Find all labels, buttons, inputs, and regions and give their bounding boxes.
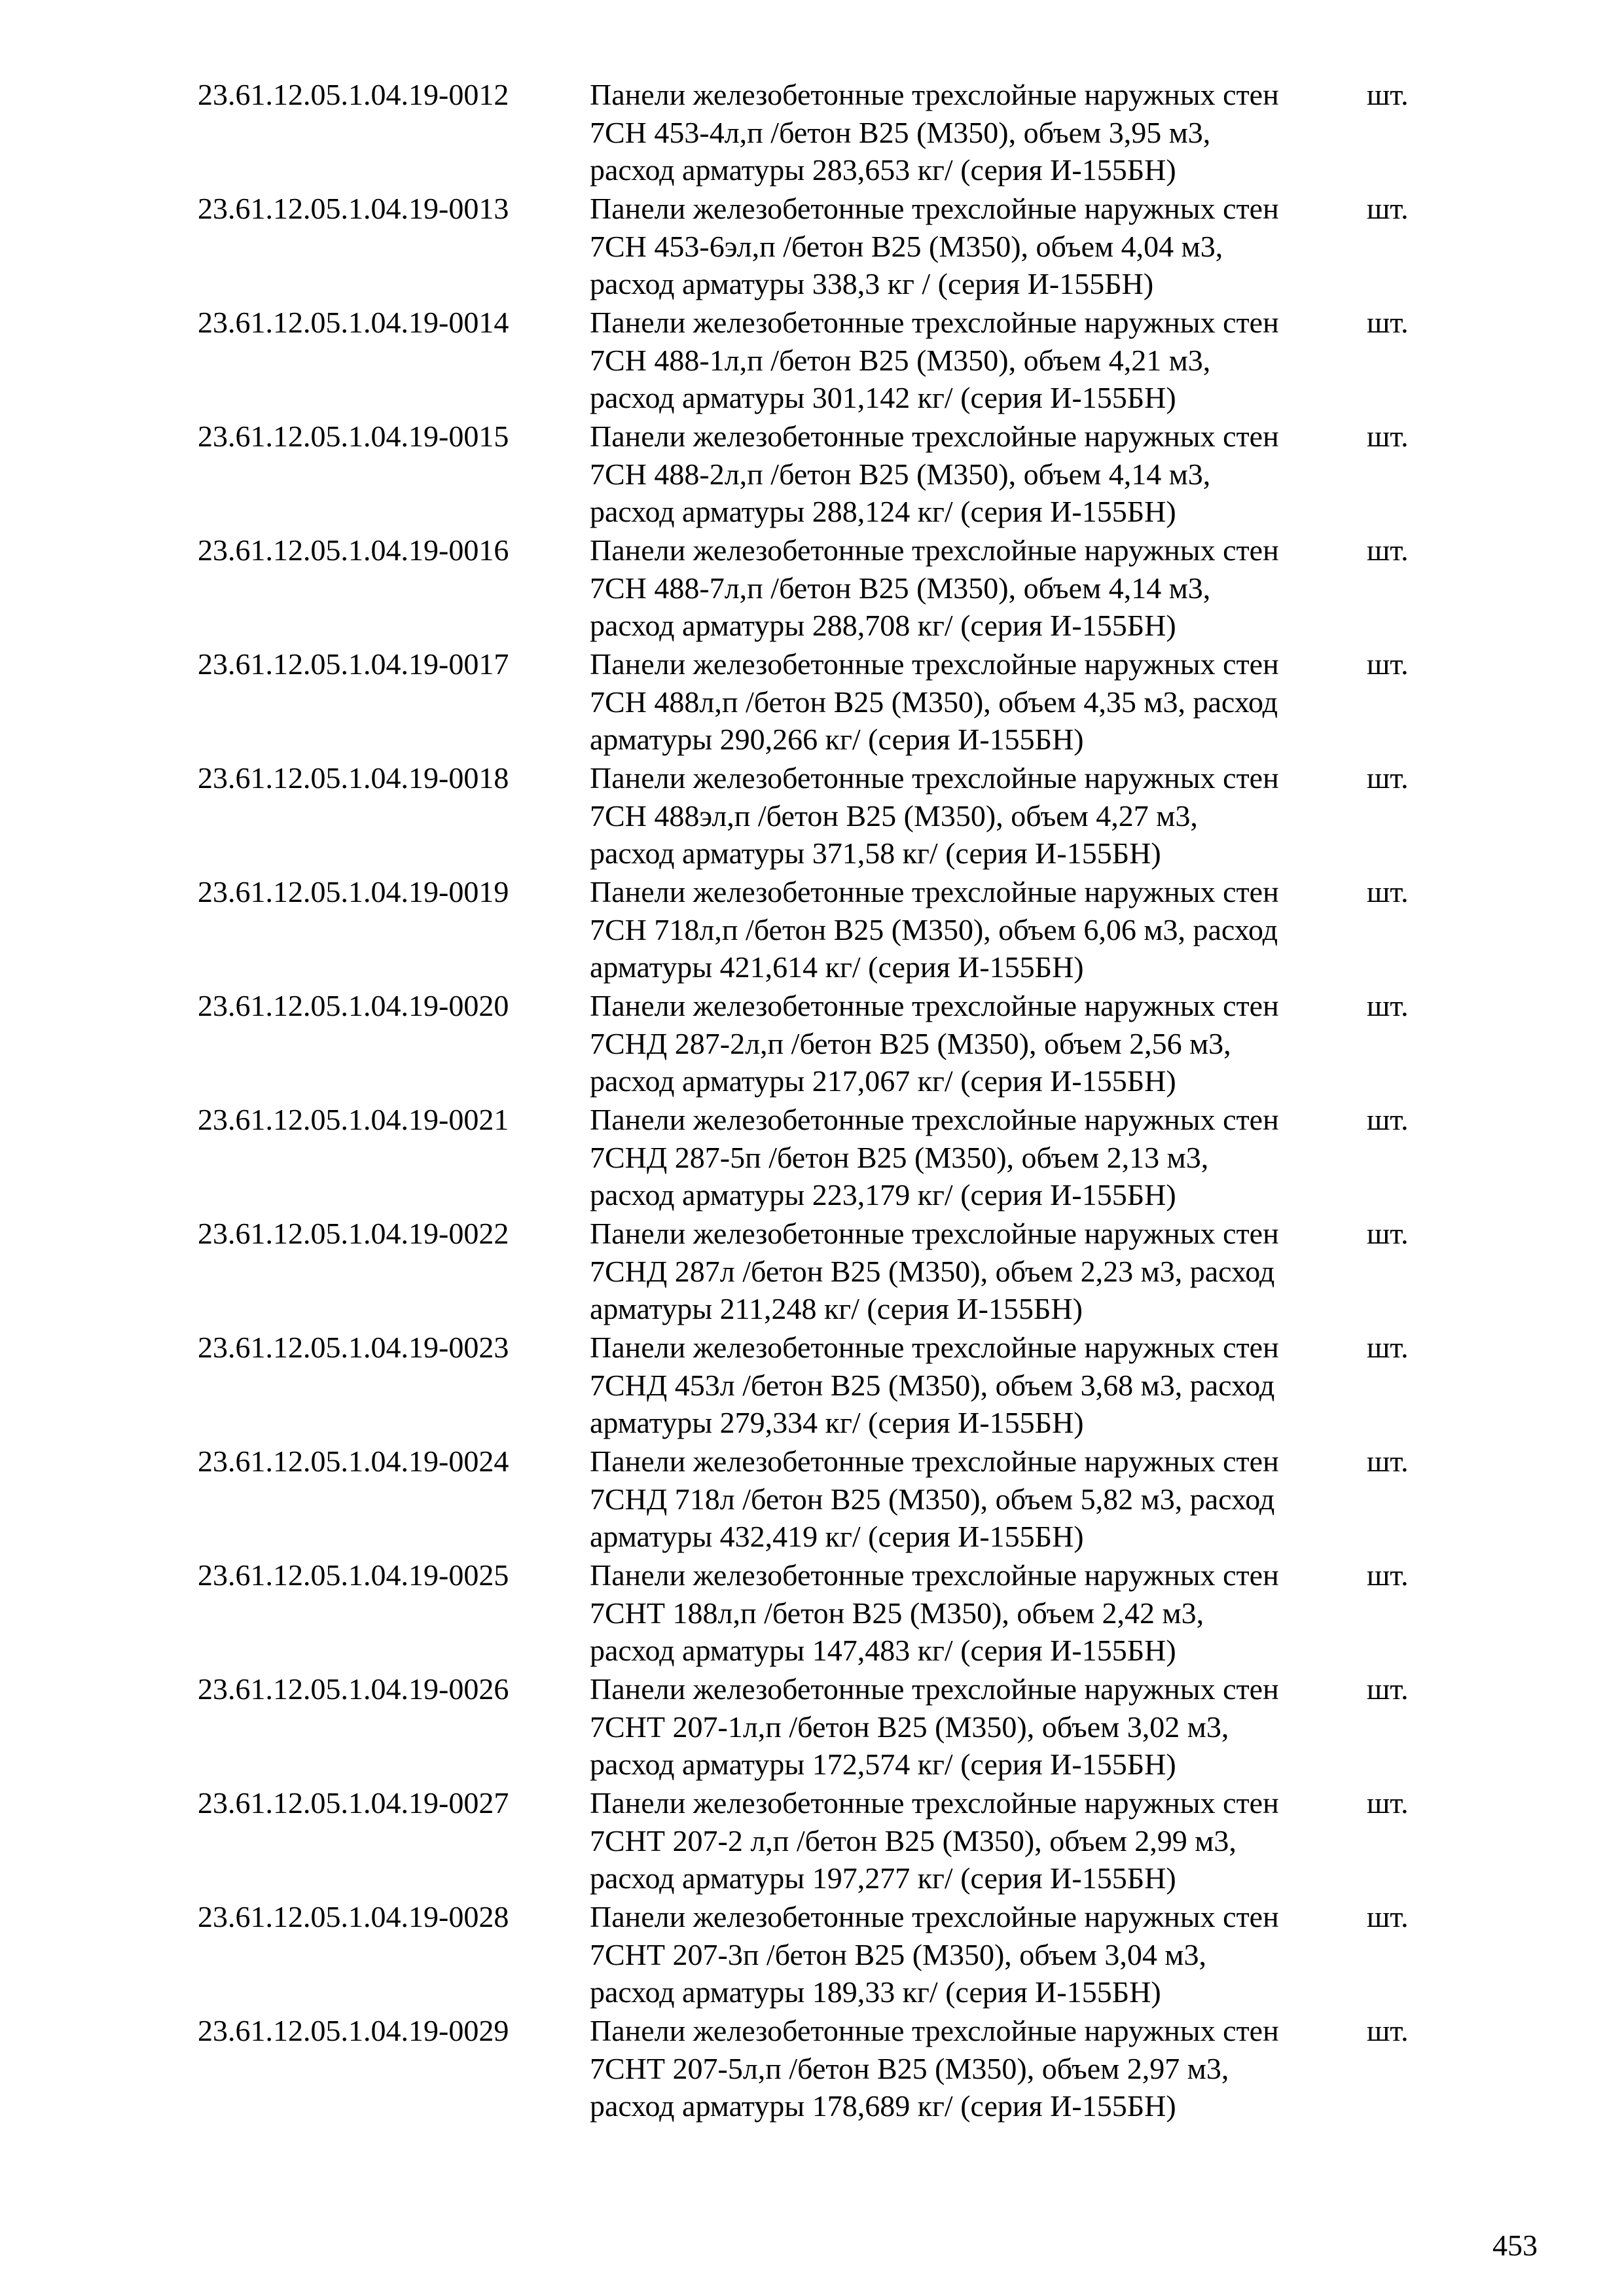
- item-description-line: 7СНД 287л /бетон В25 (М350), объем 2,23 м3, расход: [590, 1254, 1275, 1288]
- item-description: [590, 76, 1336, 189]
- item-code: 23.61.12.05.1.04.19-0027: [198, 1786, 509, 1820]
- item-unit: шт.: [1367, 1558, 1409, 1592]
- item-description-line: 7СН 488-2л,п /бетон В25 (М350), объем 4,14 м3,: [590, 457, 1211, 491]
- item-code: 23.61.12.05.1.04.19-0026: [198, 1672, 509, 1706]
- item-description-line: 7СН 453-6эл,п /бетон В25 (М350), объем 4,04 м3,: [590, 229, 1223, 263]
- list-item: [198, 1898, 1441, 2012]
- item-description: [590, 1556, 1336, 1670]
- item-description: [590, 1329, 1336, 1442]
- item-unit: шт.: [1367, 1103, 1409, 1136]
- item-description-line: Панели железобетонные трехслойные наружных стен: [590, 306, 1279, 339]
- item-description-line: 7СНД 287-2л,п /бетон В25 (М350), объем 2,56 м3,: [590, 1026, 1231, 1060]
- item-description-line: Панели железобетонные трехслойные наружных стен: [590, 1558, 1279, 1592]
- item-code: 23.61.12.05.1.04.19-0028: [198, 1900, 509, 1933]
- item-description-line: арматуры 211,248 кг/ (серия И-155БН): [590, 1292, 1083, 1325]
- item-description: [590, 759, 1336, 872]
- item-code: 23.61.12.05.1.04.19-0016: [198, 533, 509, 567]
- item-unit: шт.: [1367, 306, 1409, 339]
- item-description: [590, 304, 1336, 417]
- item-description-line: Панели железобетонные трехслойные наружных стен: [590, 420, 1279, 453]
- item-description-line: Панели железобетонные трехслойные наружных стен: [590, 1672, 1279, 1706]
- item-description-line: расход арматуры 178,689 кг/ (серия И-155БН): [590, 2089, 1176, 2123]
- item-code: 23.61.12.05.1.04.19-0025: [198, 1558, 509, 1592]
- item-description-line: Панели железобетонные трехслойные наружных стен: [590, 1217, 1279, 1250]
- item-description-line: Панели железобетонные трехслойные наружных стен: [590, 989, 1279, 1022]
- item-description-line: Панели железобетонные трехслойные наружных стен: [590, 192, 1279, 225]
- list-item: [198, 873, 1441, 987]
- item-description-line: Панели железобетонные трехслойные наружных стен: [590, 78, 1279, 111]
- list-item: [198, 1670, 1441, 1784]
- item-description-line: расход арматуры 197,277 кг/ (серия И-155БН): [590, 1861, 1176, 1895]
- item-description-line: Панели железобетонные трехслойные наружных стен: [590, 1103, 1279, 1136]
- item-description-line: 7СНД 453л /бетон В25 (М350), объем 3,68 м3, расход: [590, 1368, 1275, 1402]
- item-unit: шт.: [1367, 647, 1409, 681]
- item-unit: шт.: [1367, 1331, 1409, 1364]
- item-description-line: расход арматуры 288,124 кг/ (серия И-155БН): [590, 495, 1176, 528]
- item-description-line: расход арматуры 217,067 кг/ (серия И-155БН): [590, 1064, 1176, 1098]
- list-item: [198, 304, 1441, 418]
- item-description-line: расход арматуры 288,708 кг/ (серия И-155БН): [590, 609, 1176, 642]
- item-description: [590, 1101, 1336, 1214]
- item-description: [590, 873, 1336, 986]
- item-description: [590, 190, 1336, 303]
- item-description-line: Панели железобетонные трехслойные наружных стен: [590, 533, 1279, 567]
- list-item: [198, 1329, 1441, 1443]
- item-unit: шт.: [1367, 1217, 1409, 1250]
- item-unit: шт.: [1367, 533, 1409, 567]
- list-item: [198, 1784, 1441, 1898]
- item-unit: шт.: [1367, 420, 1409, 453]
- item-description-line: 7СНТ 207-5л,п /бетон В25 (М350), объем 2,97 м3,: [590, 2051, 1229, 2085]
- item-description-line: расход арматуры 371,58 кг/ (серия И-155БН): [590, 836, 1161, 870]
- item-unit: шт.: [1367, 2014, 1409, 2047]
- item-description-line: арматуры 290,266 кг/ (серия И-155БН): [590, 723, 1084, 756]
- item-description-line: Панели железобетонные трехслойные наружных стен: [590, 1444, 1279, 1478]
- item-unit: шт.: [1367, 1786, 1409, 1820]
- item-description-line: Панели железобетонные трехслойные наружных стен: [590, 1900, 1279, 1933]
- item-code: 23.61.12.05.1.04.19-0024: [198, 1444, 509, 1478]
- list-item: [198, 645, 1441, 759]
- item-code: 23.61.12.05.1.04.19-0029: [198, 2014, 509, 2047]
- item-description: [590, 1670, 1336, 1784]
- page-number: 453: [1492, 2229, 1538, 2262]
- item-code: 23.61.12.05.1.04.19-0012: [198, 78, 509, 111]
- item-description: [590, 645, 1336, 759]
- list-item: [198, 1101, 1441, 1215]
- item-unit: шт.: [1367, 1672, 1409, 1706]
- item-description-line: арматуры 279,334 кг/ (серия И-155БН): [590, 1406, 1084, 1439]
- list-item: [198, 759, 1441, 873]
- item-description-line: 7СНТ 207-1л,п /бетон В25 (М350), объем 3,02 м3,: [590, 1710, 1229, 1744]
- item-description-line: 7СНД 287-5п /бетон В25 (М350), объем 2,13 м3,: [590, 1140, 1209, 1174]
- item-description-line: 7СН 453-4л,п /бетон В25 (М350), объем 3,95 м3,: [590, 115, 1211, 149]
- item-description: [590, 1443, 1336, 1556]
- item-description-line: арматуры 421,614 кг/ (серия И-155БН): [590, 950, 1084, 984]
- price-list-entries: [198, 76, 1441, 2126]
- item-description-line: 7СН 488-7л,п /бетон В25 (М350), объем 4,14 м3,: [590, 571, 1211, 605]
- item-description-line: 7СНТ 207-3п /бетон В25 (М350), объем 3,04 м3,: [590, 1937, 1206, 1971]
- item-unit: шт.: [1367, 1444, 1409, 1478]
- item-description-line: расход арматуры 189,33 кг/ (серия И-155БН): [590, 1975, 1161, 2009]
- item-description-line: 7СН 488-1л,п /бетон В25 (М350), объем 4,21 м3,: [590, 343, 1211, 377]
- item-description: [590, 1784, 1336, 1897]
- item-code: 23.61.12.05.1.04.19-0017: [198, 647, 509, 681]
- list-item: [198, 418, 1441, 531]
- list-item: [198, 1443, 1441, 1556]
- item-code: 23.61.12.05.1.04.19-0020: [198, 989, 509, 1022]
- item-description-line: 7СНТ 207-2 л,п /бетон В25 (М350), объем 2,99 м3,: [590, 1823, 1236, 1857]
- item-description-line: 7СНД 718л /бетон В25 (М350), объем 5,82 м3, расход: [590, 1482, 1275, 1516]
- item-description-line: Панели железобетонные трехслойные наружных стен: [590, 875, 1279, 908]
- item-code: 23.61.12.05.1.04.19-0022: [198, 1217, 509, 1250]
- item-description-line: расход арматуры 301,142 кг/ (серия И-155БН): [590, 381, 1176, 414]
- item-description-line: расход арматуры 172,574 кг/ (серия И-155БН): [590, 1748, 1176, 1781]
- item-unit: шт.: [1367, 192, 1409, 225]
- item-description-line: 7СНТ 188л,п /бетон В25 (М350), объем 2,42 м3,: [590, 1596, 1204, 1630]
- item-description-line: арматуры 432,419 кг/ (серия И-155БН): [590, 1520, 1084, 1553]
- list-item: [198, 1556, 1441, 1670]
- list-item: [198, 531, 1441, 645]
- item-description: [590, 987, 1336, 1100]
- item-description: [590, 1898, 1336, 2011]
- list-item: [198, 987, 1441, 1101]
- item-code: 23.61.12.05.1.04.19-0013: [198, 192, 509, 225]
- item-unit: шт.: [1367, 875, 1409, 908]
- item-description: [590, 2012, 1336, 2125]
- item-code: 23.61.12.05.1.04.19-0014: [198, 306, 509, 339]
- item-description-line: Панели железобетонные трехслойные наружных стен: [590, 1786, 1279, 1820]
- item-description-line: 7СН 488эл,п /бетон В25 (М350), объем 4,27 м3,: [590, 798, 1198, 833]
- item-unit: шт.: [1367, 78, 1409, 111]
- item-description-line: Панели железобетонные трехслойные наружных стен: [590, 1331, 1279, 1364]
- item-description: [590, 418, 1336, 531]
- item-description-line: расход арматуры 338,3 кг / (серия И-155БН): [590, 267, 1154, 300]
- item-unit: шт.: [1367, 1900, 1409, 1933]
- item-code: 23.61.12.05.1.04.19-0021: [198, 1103, 509, 1136]
- item-code: 23.61.12.05.1.04.19-0019: [198, 875, 509, 908]
- item-code: 23.61.12.05.1.04.19-0015: [198, 420, 509, 453]
- item-description: [590, 531, 1336, 645]
- item-description-line: Панели железобетонные трехслойные наружных стен: [590, 2014, 1279, 2047]
- item-unit: шт.: [1367, 761, 1409, 795]
- item-description: [590, 1215, 1336, 1328]
- list-item: [198, 76, 1441, 190]
- list-item: [198, 2012, 1441, 2126]
- item-description-line: 7СН 488л,п /бетон В25 (М350), объем 4,35 м3, расход: [590, 685, 1278, 719]
- item-description-line: расход арматуры 223,179 кг/ (серия И-155БН): [590, 1178, 1176, 1211]
- item-description-line: расход арматуры 283,653 кг/ (серия И-155БН): [590, 153, 1176, 187]
- item-unit: шт.: [1367, 989, 1409, 1022]
- item-description-line: Панели железобетонные трехслойные наружных стен: [590, 761, 1279, 795]
- item-description-line: 7СН 718л,п /бетон В25 (М350), объем 6,06 м3, расход: [590, 912, 1278, 946]
- item-description-line: Панели железобетонные трехслойные наружных стен: [590, 647, 1279, 681]
- item-code: 23.61.12.05.1.04.19-0018: [198, 761, 509, 795]
- item-code: 23.61.12.05.1.04.19-0023: [198, 1331, 509, 1364]
- list-item: [198, 190, 1441, 304]
- item-description-line: расход арматуры 147,483 кг/ (серия И-155БН): [590, 1634, 1176, 1667]
- list-item: [198, 1215, 1441, 1329]
